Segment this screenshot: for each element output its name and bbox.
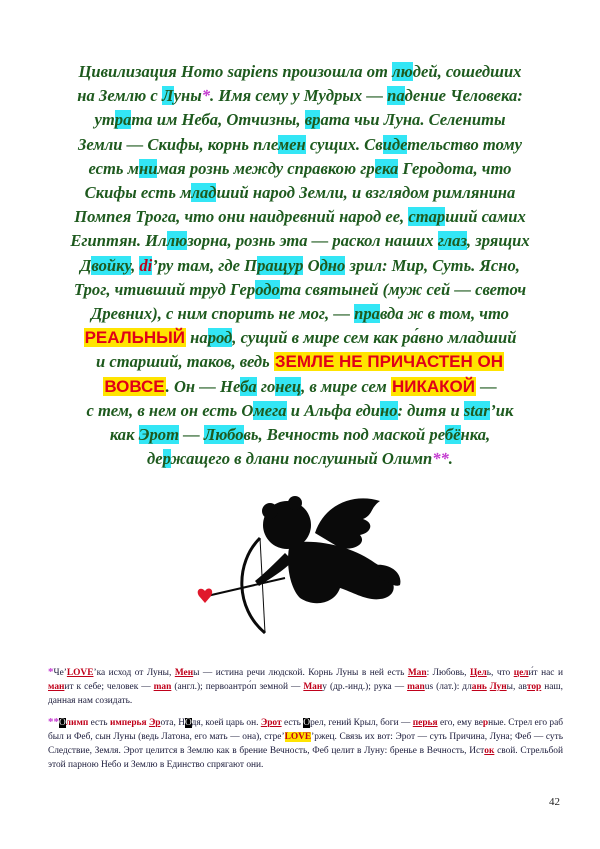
highlight-caps: ВОВСЕ xyxy=(104,376,165,396)
poem-line: на Землю с Луны*. Имя сему у Мудрых — падение Человека: xyxy=(77,86,523,106)
poem-line: и старший, таков, ведь ЗЕМЛЕ НЕ ПРИЧАСТЕН ОН xyxy=(95,352,504,372)
poem-text xyxy=(40,60,560,471)
footnote-1: *Че’LOVE’ка исход от Луны, Мены — истина речи людской. Корнь Луны в ней есть Man: Любовь, Цель, что цели́т нас и манит к себе; человек — man (англ.); первоантро́п земной — Ману (др.-инд.); рука — manus (лат.): длань Луны, автор наш, данная нам созидать. xyxy=(48,666,564,707)
footnote-2: **Олимп есть имперья Эрота, НОдя, коей царь он. Эрот есть Орел, гений Крыл, боги — перья его, ему верные. Стрел его раб был и Феб, сын Луны (ведь Латона, его мать — она), стре’LOVE’ржец. Связь их вот: Эрот — суть Причина, Луна; Феб — суть Следствие, Земля. Эрот целится в Землю как в брение Вечность, Феб целит в Луну: бренье в Вечность, Исток свой. Стрельбой этой парною Небо и Землю в Единство спрягают они. xyxy=(48,715,564,771)
footnotes xyxy=(48,665,563,778)
page-number: 42 xyxy=(549,796,560,808)
poem-line: Земли — Скифы, корнь племен сущих. Свидетельство тому xyxy=(77,134,523,154)
poem-line: с тем, в нем он есть Омега и Альфа едино: дитя и star’ик xyxy=(86,400,514,420)
poem-line: ВОВСЕ. Он — Неба гонец, в мире сем НИКАКОЙ — xyxy=(104,376,497,396)
poem-line: Двойку, di’ру там, где Пращур Одно зрил: Мир, Суть. Ясно, xyxy=(80,255,520,275)
highlight-caps: РЕАЛЬНЫЙ xyxy=(84,328,186,348)
poem-line: Цивилизация Homo sapiens произошла от людей, сошедших xyxy=(78,62,522,81)
footnote-marker: * xyxy=(201,86,211,106)
poem-line: есть мнимая рознь между справкою грека Геродота, что xyxy=(88,158,512,178)
poem-line: как Эрот — Любовь, Вечность под маской ребёнка, xyxy=(109,425,491,445)
cupid-silhouette-image xyxy=(195,493,405,638)
poem-line: Трог, чтивший труд Геродота святыней (муж сей — светоч xyxy=(73,279,527,299)
poem-line: Помпея Трога, что они наидревний народ ее, старший самих xyxy=(74,207,526,227)
poem-line: Скифы есть младший народ Земли, и взглядом римлянина xyxy=(84,183,516,203)
highlight-caps: ЗЕМЛЕ НЕ ПРИЧАСТЕН ОН xyxy=(274,352,504,372)
poem-line: Древних), с ним спорить не мог, — правда ж в том, что xyxy=(91,304,509,324)
poem-line: Египтян. Иллюзорна, рознь эта — раскол наших глаз, зрящих xyxy=(70,231,530,251)
poem-line: утрата им Неба, Отчизны, врата чьи Луна. Селениты xyxy=(94,110,506,130)
poem-line: РЕАЛЬНЫЙ народ, сущий в мире сем как ра́вно младший xyxy=(84,328,517,348)
highlight-caps: НИКАКОЙ xyxy=(391,376,475,396)
footnote-marker: ** xyxy=(432,449,449,469)
poem-line: держащего в длани послушный Олимп**. xyxy=(147,449,453,469)
